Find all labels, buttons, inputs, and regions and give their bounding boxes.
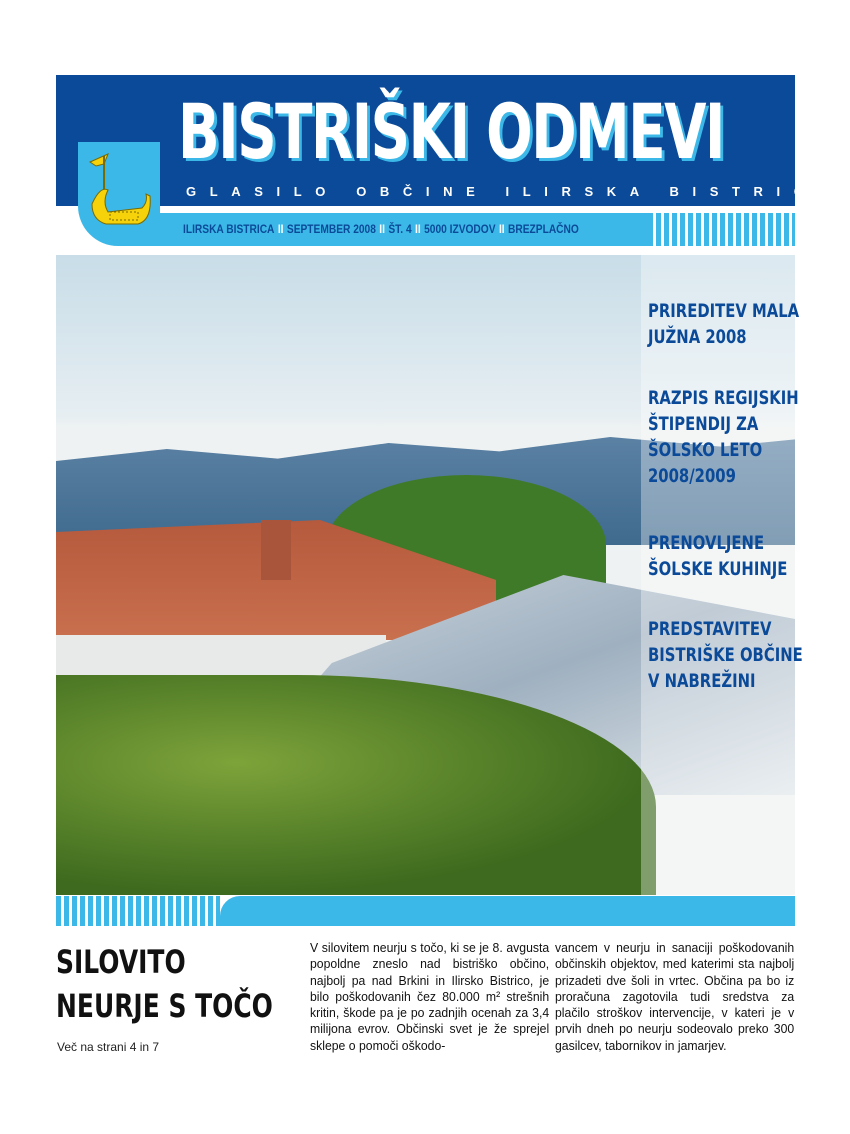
info-issue: ŠT. 4 xyxy=(388,222,412,236)
headline-mala-juzna[interactable]: PRIREDITEV MALA JUŽNA 2008 xyxy=(648,300,800,348)
info-date: SEPTEMBER 2008 xyxy=(286,222,376,236)
separator: II xyxy=(277,222,284,236)
lead-headline: SILOVITO NEURJE S TOČO xyxy=(56,943,273,1025)
decorative-stripes xyxy=(56,896,220,926)
issue-info xyxy=(183,222,579,236)
headline-kuhinje[interactable]: PRENOVLJENE ŠOLSKE KUHINJE xyxy=(648,532,788,580)
decorative-stripes xyxy=(648,213,795,246)
ship-crest-icon xyxy=(78,142,160,246)
continued-note: Več na strani 4 in 7 xyxy=(57,1040,160,1054)
municipality-logo xyxy=(78,142,160,246)
divider-bar xyxy=(220,896,795,926)
headline-stipendije[interactable]: RAZPIS REGIJSKIH ŠTIPENDIJ ZA ŠOLSKO LETO 2008/2009 xyxy=(648,387,799,487)
separator: II xyxy=(379,222,385,236)
info-copies: 5000 IZVODOV xyxy=(424,222,496,236)
article-column-2: vancem v neurju in sanaciji poškodovanih občinskih objektov, med katerimi sta najbolj prizadeti dve šoli in vrtec. Občina pa bo iz proračuna zagotovila tudi sredstva za plačilo stroškov intervencije, v kateri je v prvih dneh po neurju sodeovalo preko 300 gasilcev, tabornikov in jamarjev. xyxy=(555,940,795,1053)
separator: II xyxy=(415,222,421,236)
info-price: BREZPLAČNO xyxy=(508,222,579,236)
headline-nabrezina[interactable]: PREDSTAVITEV BISTRIŠKE OBČINE V NABREŽINI xyxy=(648,618,803,692)
info-place: ILIRSKA BISTRICA xyxy=(183,222,275,236)
separator: II xyxy=(498,222,505,236)
article-column-1: V silovitem neurju s točo, ki se je 8. avgusta popoldne zneslo nad bistriško občino, najbolj pa nad Brkini in Ilirsko Bistrico, je bilo poškodovanih čez 80.000 m² strešnih kritin, škode pa je po zadnjih ocenah za 3,4 milijona evrov. Občinski svet je že sprejel sklepe o pomoči oškodo- xyxy=(310,940,550,1053)
masthead-title: BISTRIŠKI ODMEVI xyxy=(178,87,724,176)
masthead-subtitle: GLASILO OBČINE ILIRSKA BISTRICA xyxy=(186,184,840,199)
